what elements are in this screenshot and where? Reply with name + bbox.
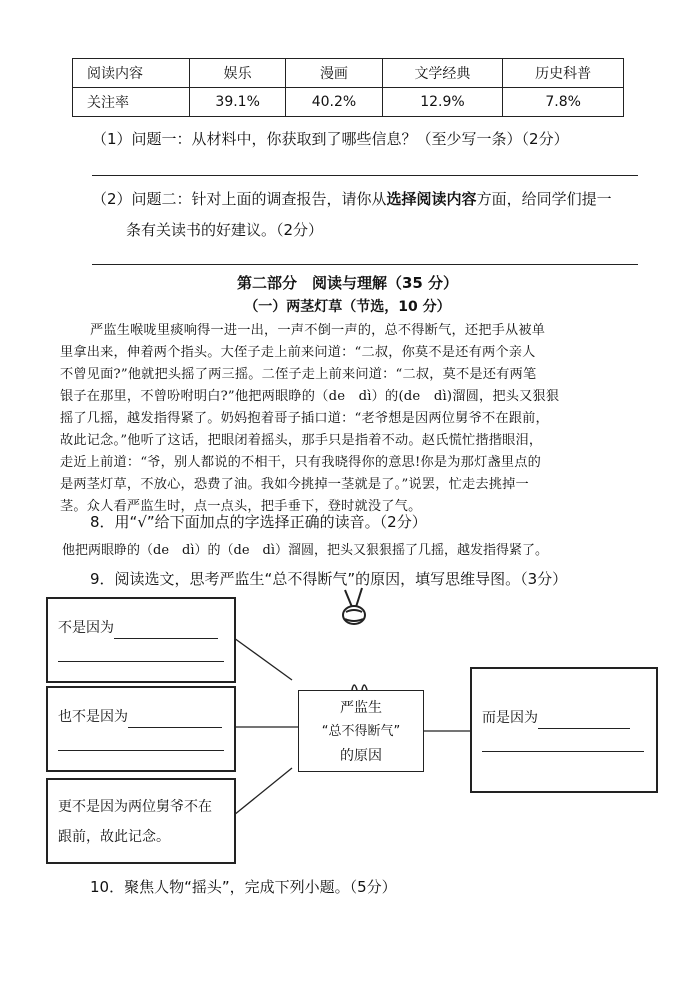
table-cell: 文学经典 [382,59,503,88]
answer-line[interactable] [482,751,644,752]
table-cell: 7.8% [503,88,624,117]
question-8-sentence: 他把两眼睁的（de dì）的（de dì）溜圆，把头又狠狠摇了几摇，越发指得紧了。 [62,543,548,558]
mindmap-label: 而是因为 [482,710,538,726]
question-2-line2: 条有关读书的好建议。（2分） [126,221,324,239]
table-cell: 39.1% [190,88,286,117]
passage-line: 是两茎灯草，不放心，恐费了油。我如今挑掉一茎就是了。”说罢，忙走去挑掉一 [60,477,529,492]
answer-blank[interactable] [128,727,222,728]
table-cell: 历史科普 [503,59,624,88]
question-10: 10．聚焦人物“摇头”，完成下列小题。（5分） [90,878,397,896]
question-2-emphasis: 选择阅读内容 [386,190,477,208]
mindmap-center-title: 严监生 [340,700,382,716]
mindmap-left-box-2 [46,686,236,772]
question-2-text: 方面，给同学们提一 [476,190,612,208]
answer-line[interactable] [58,750,224,751]
mindmap-left-box-3 [46,778,236,864]
passage-line: 里拿出来，伸着两个指头。大侄子走上前来问道：“二叔，你莫不是还有两个亲人 [60,345,536,360]
answer-blank[interactable] [538,728,630,729]
passage-line: 不曾见面?”他就把头摇了两三摇。二侄子走上前来问道：“二叔，莫不是还有两笔 [60,367,537,382]
mindmap-center-box [298,690,424,772]
mindmap-right-box [470,667,658,793]
table-cell: 关注率 [73,88,190,117]
passage-line: 故此记念。”他听了这话，把眼闭着摇头，那手只是指着不动。赵氏慌忙揩揩眼泪， [60,433,543,448]
mindmap-label: 更不是因为两位舅爷不在 [58,799,212,815]
passage-line: 走近上前道：“爷，别人都说的不相干，只有我晓得你的意思!你是为那灯盏里点的 [60,455,542,470]
table-cell: 娱乐 [190,59,286,88]
passage-line: 茎。众人看严监生时，点一点头，把手垂下，登时就没了气。 [60,499,422,514]
question-2-text: （2）问题二：针对上面的调查报告，请你从 [92,190,387,208]
passage-line: 严监生喉咙里痰响得一进一出，一声不倒一声的，总不得断气，还把手从被单 [90,323,546,338]
mindmap-center-caption: 的原因 [340,748,382,764]
mindmap-label: 跟前，故此记念。 [58,829,170,845]
table-cell: 12.9% [382,88,503,117]
part-title: 第二部分 阅读与理解（35 分） [236,274,459,292]
passage-line: 摇了几摇，越发指得紧了。奶妈抱着哥子插口道：“老爷想是因两位舅爷不在跟前， [60,411,549,426]
passage-line: 银子在那里，不曾吩咐明白?”他把两眼睁的（de dì）的(de dì)溜圆，把头又狠狠 [60,389,560,404]
mindmap-label: 也不是因为 [58,709,128,725]
table-cell: 阅读内容 [73,59,190,88]
answer-blank[interactable] [114,638,218,639]
question-8: 8．用“√”给下面加点的字选择正确的读音。（2分） [90,513,427,531]
table-cell: 漫画 [286,59,382,88]
question-1: （1）问题一：从材料中，你获取到了哪些信息？（至少写一条）（2分） [92,130,569,148]
table-cell: 40.2% [286,88,382,117]
answer-line[interactable] [58,661,224,662]
question-9: 9．阅读选文，思考严监生“总不得断气”的原因，填写思维导图。（3分） [90,570,568,588]
victory-hand-icon [343,588,365,624]
mindmap-label: 不是因为 [58,620,114,636]
section-title: （一）两茎灯草（节选，10 分） [244,299,451,315]
mindmap-center-subtitle: “总不得断气” [321,724,401,739]
mindmap-left-box-1 [46,597,236,683]
